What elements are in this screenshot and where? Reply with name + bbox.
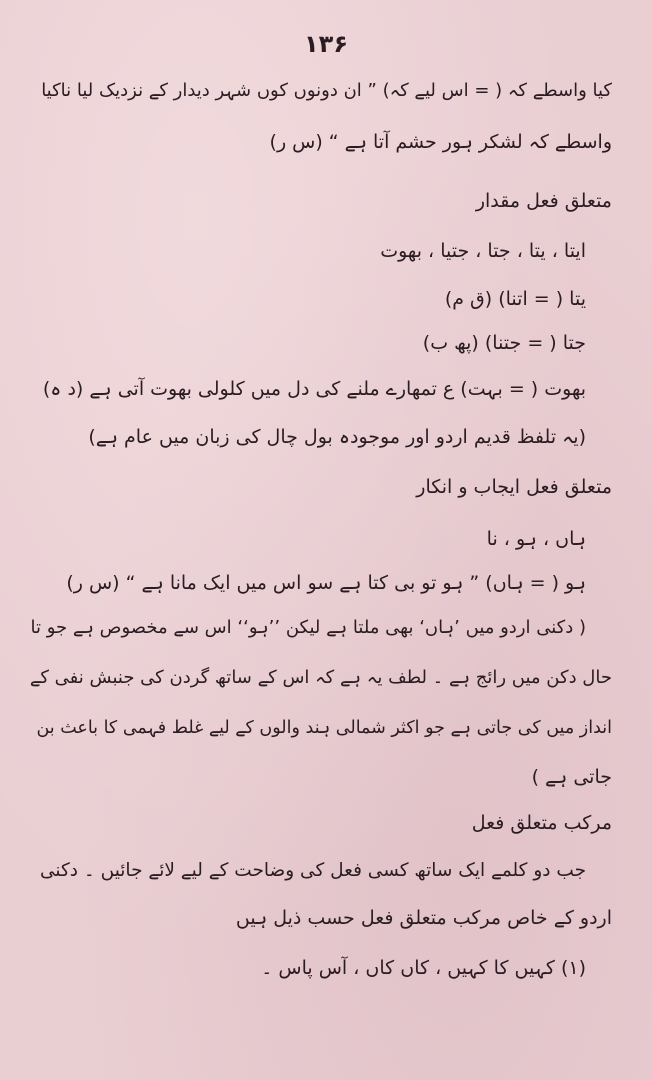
text-line: جب دو کلمے ایک ساتھ کسی فعل کی وضاحت کے لیے لائے جائیں ۔ دکنی [39,860,586,881]
text-line: واسطے کہ لشکر ہور حشم آتا ہے “ (س ر) [269,131,612,153]
text-line: جاتی ہے ) [531,766,612,788]
page-number: ۱۳۶ [304,30,348,58]
text-line: انداز میں کی جاتی ہے جو اکثر شمالی ہند والوں کے لیے غلط فہمی کا باعث بن [36,718,612,738]
text-line: ہاں ، ہو ، نا [486,528,586,550]
text-line: ایتا ، یتا ، جتا ، جتیا ، بھوت [380,240,586,262]
text-line: ( دکنی اردو میں ’ہاں‘ بھی ملتا ہے لیکن ’’ہو‘‘ اس سے مخصوص ہے جو تا [30,617,586,638]
section-heading-quantity: متعلق فعل مقدار [475,190,612,212]
text-line: کیا واسطے کہ ( = اس لیے کہ) ” ان دونوں کوں شہر دیدار کے نزدیک لیا ناکیا [41,80,612,101]
text-line: (۱) کہیں کا کہیں ، کاں کاں ، آس پاس ۔ [261,957,586,979]
section-heading-affirmation: متعلق فعل ایجاب و انکار [416,476,612,498]
text-line: یتا ( = اتنا) (ق م) [444,288,586,310]
text-line: اردو کے خاص مرکب متعلق فعل حسب ذیل ہیں [235,907,612,929]
text-line: ہو ( = ہاں) ” ہو تو بی کتا ہے سو اس میں ایک مانا ہے “ (س ر) [66,572,586,594]
text-line: بھوت ( = بہت) ع تمھارے ملنے کی دل میں کلولی بھوت آتی ہے (د ہ) [42,378,586,400]
text-line: (یہ تلفظ قدیم اردو اور موجودہ بول چال کی زبان میں عام ہے) [88,426,586,448]
text-line: حال دکن میں رائج ہے ۔ لطف یہ ہے کہ اس کے ساتھ گردن کی جنبش نفی کے [29,667,612,688]
text-line: جتا ( = جتنا) (پھ ب) [422,332,586,354]
section-heading-compound: مرکب متعلق فعل [471,812,612,834]
